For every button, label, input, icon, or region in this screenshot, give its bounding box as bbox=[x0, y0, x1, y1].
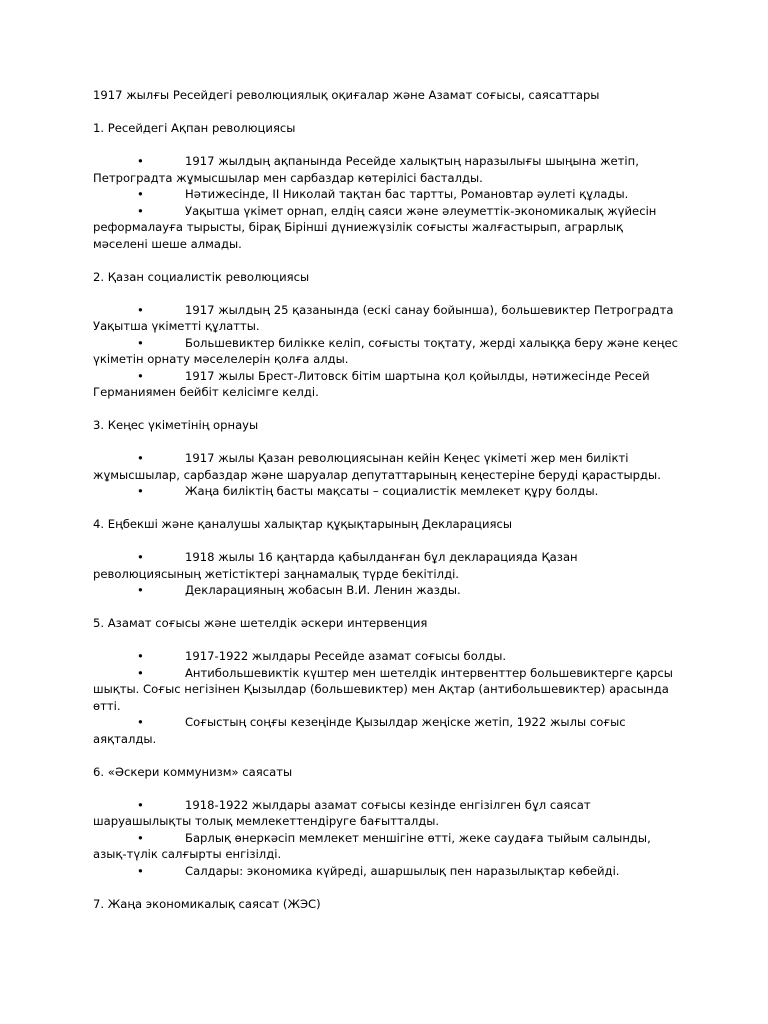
list-item: • Соғыстың соңғы кезеңінде Қызылдар жеңіске жетіп, 1922 жылы соғыс аяқталды. bbox=[93, 715, 626, 746]
list-item: • Уақытша үкімет орнап, елдің саяси және әлеуметтік-экономикалық жүйесін реформалауға тырысты, бірақ Бірінші дүниежүзілік соғысты жалғастырып, аграрлық мәселені шеше алмады. bbox=[93, 203, 657, 251]
document-title: 1917 жылғы Ресейдегі революциялық оқиғалар және Азамат соғысы, саясаттары bbox=[93, 88, 600, 102]
list-item: • Жаңа биліктің басты мақсаты – социалистік мемлекет құру болды. bbox=[137, 484, 599, 498]
section-heading-6: 6. «Әскери коммунизм» саясаты bbox=[93, 764, 293, 779]
section-heading-7: 7. Жаңа экономикалық саясат (ЖЭС) bbox=[93, 896, 321, 911]
section-heading-4: 4. Еңбекші және қаналушы халықтар құқықтарының Декларациясы bbox=[93, 517, 513, 531]
section-heading-5: 5. Азамат соғысы және шетелдік әскери интервенция bbox=[93, 616, 428, 630]
list-item: • 1917 жылы Қазан революциясынан кейін Кеңес үкіметі жер мен билікті жұмысшылар, сарбаздар және шаруалар депутаттарының кеңестеріне беруді қарастырды. bbox=[93, 451, 661, 482]
bullet-list-5 bbox=[93, 648, 678, 747]
list-item: • 1918 жылы 16 қаңтарда қабылданған бұл декларацияда Қазан революциясының жетістіктері заңнамалық түрде бекітілді. bbox=[93, 550, 578, 581]
list-item: • Антибольшевиктік күштер мен шетелдік интервенттер большевиктерге қарсы шықты. Соғыс негізінен Қызылдар (большевиктер) мен Ақтар (антибольшевиктер) арасында өтті. bbox=[93, 665, 673, 713]
list-item: • Нәтижесінде, II Николай тақтан бас тартты, Романовтар әулеті құлады. bbox=[137, 187, 629, 201]
section-heading-3: 3. Кеңес үкіметінің орнауы bbox=[93, 418, 259, 432]
bullet-list-4 bbox=[93, 549, 678, 599]
bullet-list-6 bbox=[93, 797, 678, 880]
document-page bbox=[93, 87, 678, 929]
list-item: • Салдары: экономика күйреді, ашаршылық пен наразылықтар көбейді. bbox=[137, 863, 620, 878]
list-item: • 1918-1922 жылдары азамат соғысы кезінде енгізілген бұл саясат шаруашылықты толық мемлекеттендіруге бағытталды. bbox=[93, 797, 591, 828]
list-item: • 1917-1922 жылдары Ресейде азамат соғысы болды. bbox=[137, 649, 507, 663]
list-item: • Большевиктер билікке келіп, соғысты тоқтату, жерді халыққа беру және кеңес үкіметін орнату мәселелерін қолға алды. bbox=[93, 335, 678, 366]
bullet-list-1 bbox=[93, 153, 678, 252]
section-heading-1: 1. Ресейдегі Ақпан революциясы bbox=[93, 121, 296, 135]
list-item: • Барлық өнеркәсіп мемлекет меншігіне өтті, жеке саудаға тыйым салынды, азық-түлік салғырты енгізілді. bbox=[93, 830, 651, 861]
list-item: • 1917 жылдың 25 қазанында (ескі санау бойынша), большевиктер Петроградта Уақытша үкіметті құлатты. bbox=[93, 302, 674, 333]
list-item: • 1917 жылы Брест-Литовск бітім шартына қол қойылды, нәтижесінде Ресей Германиямен бейбіт келісімге келді. bbox=[93, 368, 650, 399]
list-item: • Декларацияның жобасын В.И. Ленин жазды. bbox=[137, 583, 461, 597]
list-item: • 1917 жылдың ақпанында Ресейде халықтың наразылығы шыңына жетіп, Петроградта жұмысшылар мен сарбаздар көтерілісі басталды. bbox=[93, 154, 639, 185]
bullet-list-3 bbox=[93, 450, 678, 500]
bullet-list-2 bbox=[93, 302, 678, 401]
section-heading-2: 2. Қазан социалистік революциясы bbox=[93, 269, 310, 284]
